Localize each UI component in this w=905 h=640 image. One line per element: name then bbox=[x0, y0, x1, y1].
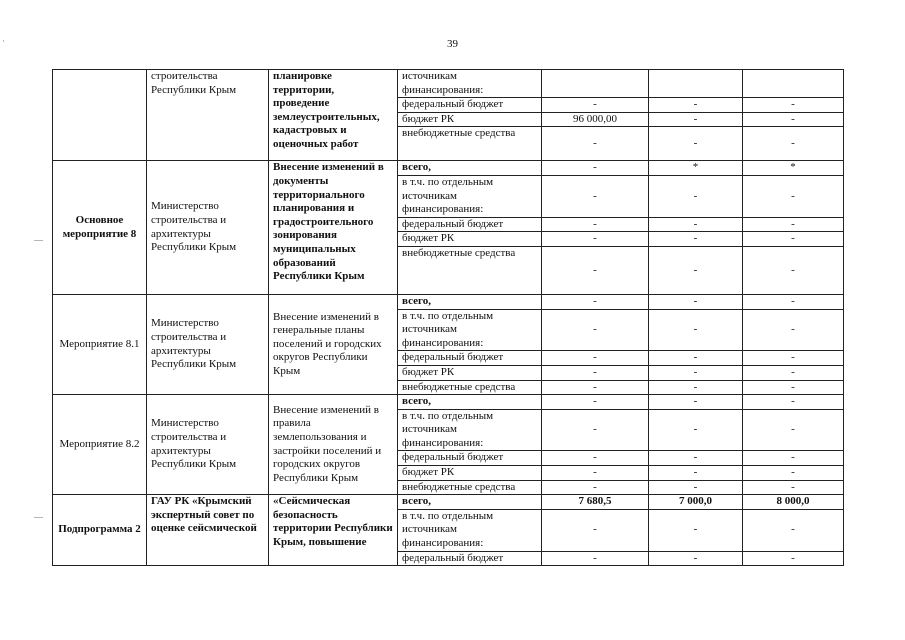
source-cell: внебюджетные средства bbox=[398, 127, 542, 161]
value-cell bbox=[743, 70, 844, 98]
source-cell: в т.ч. по отдельным источникам финансирования: bbox=[398, 509, 542, 551]
value-cell: - bbox=[542, 365, 649, 380]
source-cell: внебюджетные средства bbox=[398, 246, 542, 294]
source-cell: федеральный бюджет bbox=[398, 217, 542, 232]
value-cell: - bbox=[542, 466, 649, 481]
value-cell: - bbox=[542, 127, 649, 161]
executor-cell: Министерство строительства и архитектуры Республики Крым bbox=[147, 161, 269, 295]
value-cell: - bbox=[743, 365, 844, 380]
value-cell: - bbox=[649, 451, 743, 466]
source-cell: источникам финансирования: bbox=[398, 70, 542, 98]
value-cell: - bbox=[743, 466, 844, 481]
source-cell: федеральный бюджет bbox=[398, 351, 542, 366]
budget-table bbox=[52, 69, 844, 566]
value-cell: - bbox=[542, 161, 649, 176]
executor-cell: Министерство строительства и архитектуры Республики Крым bbox=[147, 395, 269, 495]
page-number: 39 bbox=[447, 38, 458, 50]
row-label-cell: Мероприятие 8.2 bbox=[53, 395, 147, 495]
executor-cell: Министерство строительства и архитектуры Республики Крым bbox=[147, 294, 269, 394]
margin-mark: — bbox=[34, 235, 43, 245]
value-cell: - bbox=[649, 551, 743, 566]
source-cell: федеральный бюджет bbox=[398, 551, 542, 566]
value-cell: - bbox=[542, 175, 649, 217]
value-cell: - bbox=[649, 351, 743, 366]
table-row bbox=[53, 395, 844, 410]
table-row bbox=[53, 70, 844, 98]
value-cell: - bbox=[743, 480, 844, 495]
source-cell: в т.ч. по отдельным источникам финансирования: bbox=[398, 309, 542, 351]
value-cell: - bbox=[649, 380, 743, 395]
value-cell: - bbox=[649, 294, 743, 309]
value-cell: - bbox=[542, 246, 649, 294]
value-cell: - bbox=[542, 309, 649, 351]
value-cell: - bbox=[649, 232, 743, 247]
value-cell bbox=[542, 70, 649, 98]
value-cell: - bbox=[542, 217, 649, 232]
source-cell: федеральный бюджет bbox=[398, 98, 542, 113]
source-cell: бюджет РК bbox=[398, 466, 542, 481]
value-cell: - bbox=[649, 127, 743, 161]
value-cell: - bbox=[542, 551, 649, 566]
value-cell: - bbox=[743, 232, 844, 247]
value-cell: - bbox=[649, 246, 743, 294]
value-cell: - bbox=[743, 395, 844, 410]
source-cell: всего, bbox=[398, 395, 542, 410]
activity-cell: Внесение изменений в документы территориального планирования и градостроительного зонирования муниципальных образований Республики Крым bbox=[269, 161, 398, 295]
value-cell: - bbox=[649, 98, 743, 113]
table-row bbox=[53, 294, 844, 309]
source-cell: всего, bbox=[398, 495, 542, 510]
source-cell: внебюджетные средства bbox=[398, 480, 542, 495]
table-row bbox=[53, 495, 844, 510]
value-cell: - bbox=[743, 246, 844, 294]
executor-cell: ГАУ РК «Крымский экспертный совет по оценке сейсмической bbox=[147, 495, 269, 566]
value-cell: - bbox=[743, 98, 844, 113]
source-cell: внебюджетные средства bbox=[398, 380, 542, 395]
source-cell: в т.ч. по отдельным источникам финансирования: bbox=[398, 409, 542, 451]
activity-cell: планировке территории, проведение землеустроительных, кадастровых и оценочных работ bbox=[269, 70, 398, 161]
source-cell: всего, bbox=[398, 161, 542, 176]
value-cell: - bbox=[649, 309, 743, 351]
row-label-cell bbox=[53, 70, 147, 161]
value-cell: - bbox=[743, 551, 844, 566]
value-cell bbox=[649, 70, 743, 98]
value-cell: - bbox=[743, 175, 844, 217]
source-cell: бюджет РК bbox=[398, 232, 542, 247]
row-label-cell: Основное мероприятие 8 bbox=[53, 161, 147, 295]
value-cell: - bbox=[542, 395, 649, 410]
value-cell: - bbox=[743, 217, 844, 232]
value-cell: - bbox=[542, 409, 649, 451]
activity-cell: Внесение изменений в правила землепользования и застройки поселений и городских округов Республики Крым bbox=[269, 395, 398, 495]
value-cell: 7 000,0 bbox=[649, 495, 743, 510]
row-label-cell: Подпрограмма 2 bbox=[53, 495, 147, 566]
value-cell: - bbox=[649, 395, 743, 410]
source-cell: в т.ч. по отдельным источникам финансирования: bbox=[398, 175, 542, 217]
activity-cell: «Сейсмическая безопасность территории Республики Крым, повышение bbox=[269, 495, 398, 566]
source-cell: федеральный бюджет bbox=[398, 451, 542, 466]
value-cell: - bbox=[649, 509, 743, 551]
value-cell: 96 000,00 bbox=[542, 112, 649, 127]
margin-mark: — bbox=[34, 512, 43, 522]
source-cell: всего, bbox=[398, 294, 542, 309]
table-row bbox=[53, 161, 844, 176]
value-cell: - bbox=[542, 232, 649, 247]
value-cell: - bbox=[542, 294, 649, 309]
value-cell: * bbox=[649, 161, 743, 176]
value-cell: - bbox=[743, 351, 844, 366]
value-cell: - bbox=[743, 380, 844, 395]
activity-cell: Внесение изменений в генеральные планы поселений и городских округов Республики Крым bbox=[269, 294, 398, 394]
value-cell: - bbox=[743, 451, 844, 466]
value-cell: - bbox=[649, 175, 743, 217]
value-cell: 8 000,0 bbox=[743, 495, 844, 510]
value-cell: - bbox=[649, 480, 743, 495]
value-cell: - bbox=[649, 112, 743, 127]
value-cell: - bbox=[649, 409, 743, 451]
value-cell: - bbox=[649, 466, 743, 481]
source-cell: бюджет РК bbox=[398, 112, 542, 127]
value-cell: - bbox=[542, 98, 649, 113]
margin-mark: · bbox=[2, 36, 5, 46]
value-cell: - bbox=[542, 351, 649, 366]
value-cell: - bbox=[743, 309, 844, 351]
source-cell: бюджет РК bbox=[398, 365, 542, 380]
value-cell: - bbox=[743, 409, 844, 451]
value-cell: - bbox=[542, 480, 649, 495]
value-cell: - bbox=[542, 451, 649, 466]
executor-cell: строительства Республики Крым bbox=[147, 70, 269, 161]
value-cell: - bbox=[649, 217, 743, 232]
value-cell: - bbox=[743, 509, 844, 551]
row-label-cell: Мероприятие 8.1 bbox=[53, 294, 147, 394]
value-cell: * bbox=[743, 161, 844, 176]
value-cell: - bbox=[743, 294, 844, 309]
value-cell: - bbox=[743, 112, 844, 127]
value-cell: - bbox=[542, 509, 649, 551]
value-cell: - bbox=[542, 380, 649, 395]
value-cell: - bbox=[649, 365, 743, 380]
value-cell: 7 680,5 bbox=[542, 495, 649, 510]
value-cell: - bbox=[743, 127, 844, 161]
